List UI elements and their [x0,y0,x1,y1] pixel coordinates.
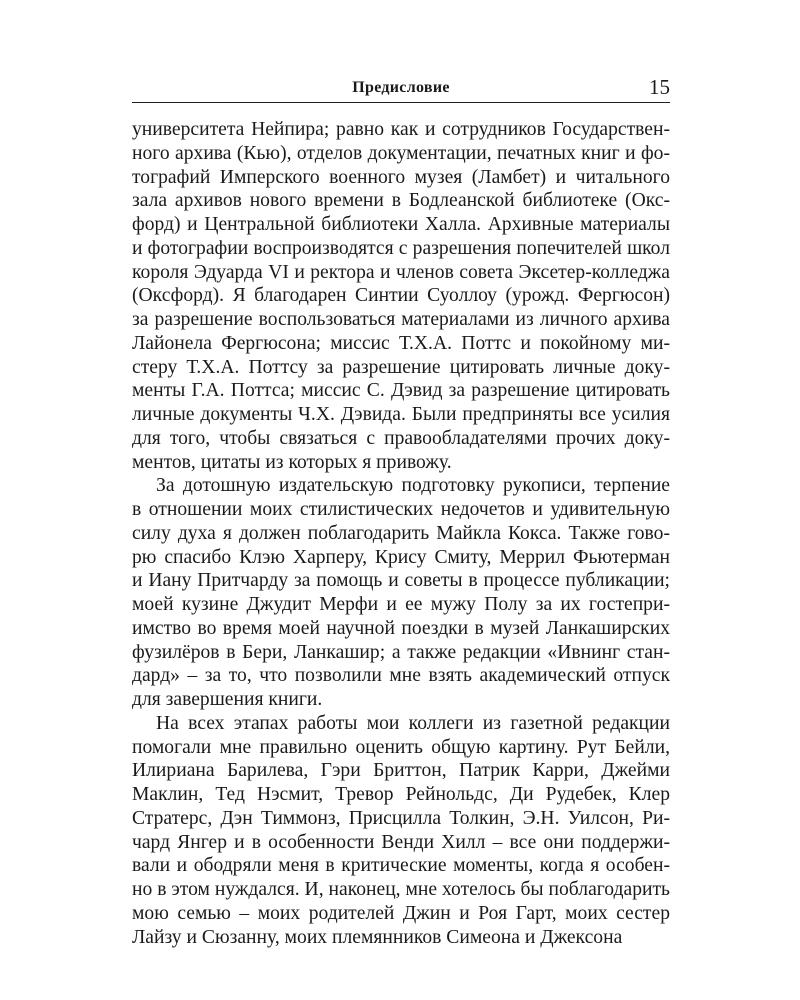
text-line: чард Янгер и в особенности Венди Хилл – все они поддержи- [132,831,670,853]
text-line: Стратерс, Дэн Тиммонз, Присцилла Толкин, Э.Н. Уилсон, Ри- [132,807,670,829]
text-line: университета Нейпира; равно как и сотрудников Государствен- [132,119,670,140]
text-line: имство во время моей научной поездки в музей Ланкаширских [132,617,670,639]
paragraph [132,712,670,950]
body-text [132,118,670,949]
text-line: силу духа я должен поблагодарить Майкла Кокса. Также гово- [132,522,670,544]
text-line: для завершения книги. [132,689,323,710]
text-line: форд) и Центральной библиотеки Халла. Архивные материалы [132,214,670,235]
text-line: моей кузине Джудит Мерфи и ее мужу Полу за их гостепри- [132,594,670,615]
text-line: рю спасибо Клэю Харперу, Крису Смиту, Меррил Фьютерман [132,546,670,568]
text-line: тографий Имперского военного музея (Ламбет) и читального [132,166,670,188]
text-line: менты Г.А. Поттса; миссис С. Дэвид за разрешение цитировать [132,380,670,402]
text-line: Илириана Барилева, Гэри Бриттон, Патрик Карри, Джейми [132,760,670,782]
text-line: зала архивов нового времени в Бодлеанской библиотеке (Окс- [132,190,670,212]
text-line: в отношении моих стилистических недочетов и удивительную [132,499,670,520]
text-line: фузилёров в Бери, Ланкашир; а также редакции «Ивнинг стан- [132,641,670,663]
running-header [132,76,670,103]
text-line: стеру Т.Х.А. Поттсу за разрешение цитировать личные доку- [132,356,670,378]
text-line: помогали мне правильно оценить общую картину. Рут Бейли, [132,736,670,758]
text-line: короля Эдуарда VI и ректора и членов совета Эксетер-колледжа [132,261,670,283]
text-line: и фотографии воспроизводятся с разрешения попечителей школ [132,237,670,259]
text-line: Лайонела Фергюсона; миссис Т.Х.А. Поттс и покойному ми- [132,332,670,354]
text-line: вали и ободряли меня в критические моменты, когда я особен- [132,855,670,877]
text-line: мою семью – моих родителей Джин и Роя Гарт, моих сестер [132,902,670,924]
text-line: но в этом нуждался. И, наконец, мне хотелось бы поблагодарить [132,879,670,900]
paragraph [132,474,670,712]
text-line: и Иану Притчарду за помощь и советы в процессе публикации; [132,570,670,592]
text-line: ного архива (Кью), отделов документации, печатных книг и фо- [132,142,670,164]
text-line: личные документы Ч.Х. Дэвида. Были предприняты все усилия [132,404,670,425]
text-line: За дотошную издательскую подготовку рукописи, терпение [156,475,670,497]
running-title: Предисловие [352,79,450,96]
text-line: дард» – за то, что позволили мне взять академический отпуск [132,665,670,687]
text-line: ментов, цитаты из которых я привожу. [132,451,452,473]
text-line: за разрешение воспользоваться материалами из личного архива [132,309,670,330]
text-line: Лайзу и Сюзанну, моих племянников Симеона и Джексона [132,926,623,948]
page-number: 15 [649,75,670,99]
paragraph [132,118,670,474]
text-line: (Оксфорд). Я благодарен Синтии Суоллоу (урожд. Фергюсон) [132,285,670,307]
text-line: Маклин, Тед Нэсмит, Тревор Рейнольдс, Ди Рудебек, Клер [132,784,670,805]
text-line: На всех этапах работы мои коллеги из газетной редакции [156,712,670,734]
text-line: для того, чтобы связаться с правообладателями прочих доку- [132,427,670,449]
